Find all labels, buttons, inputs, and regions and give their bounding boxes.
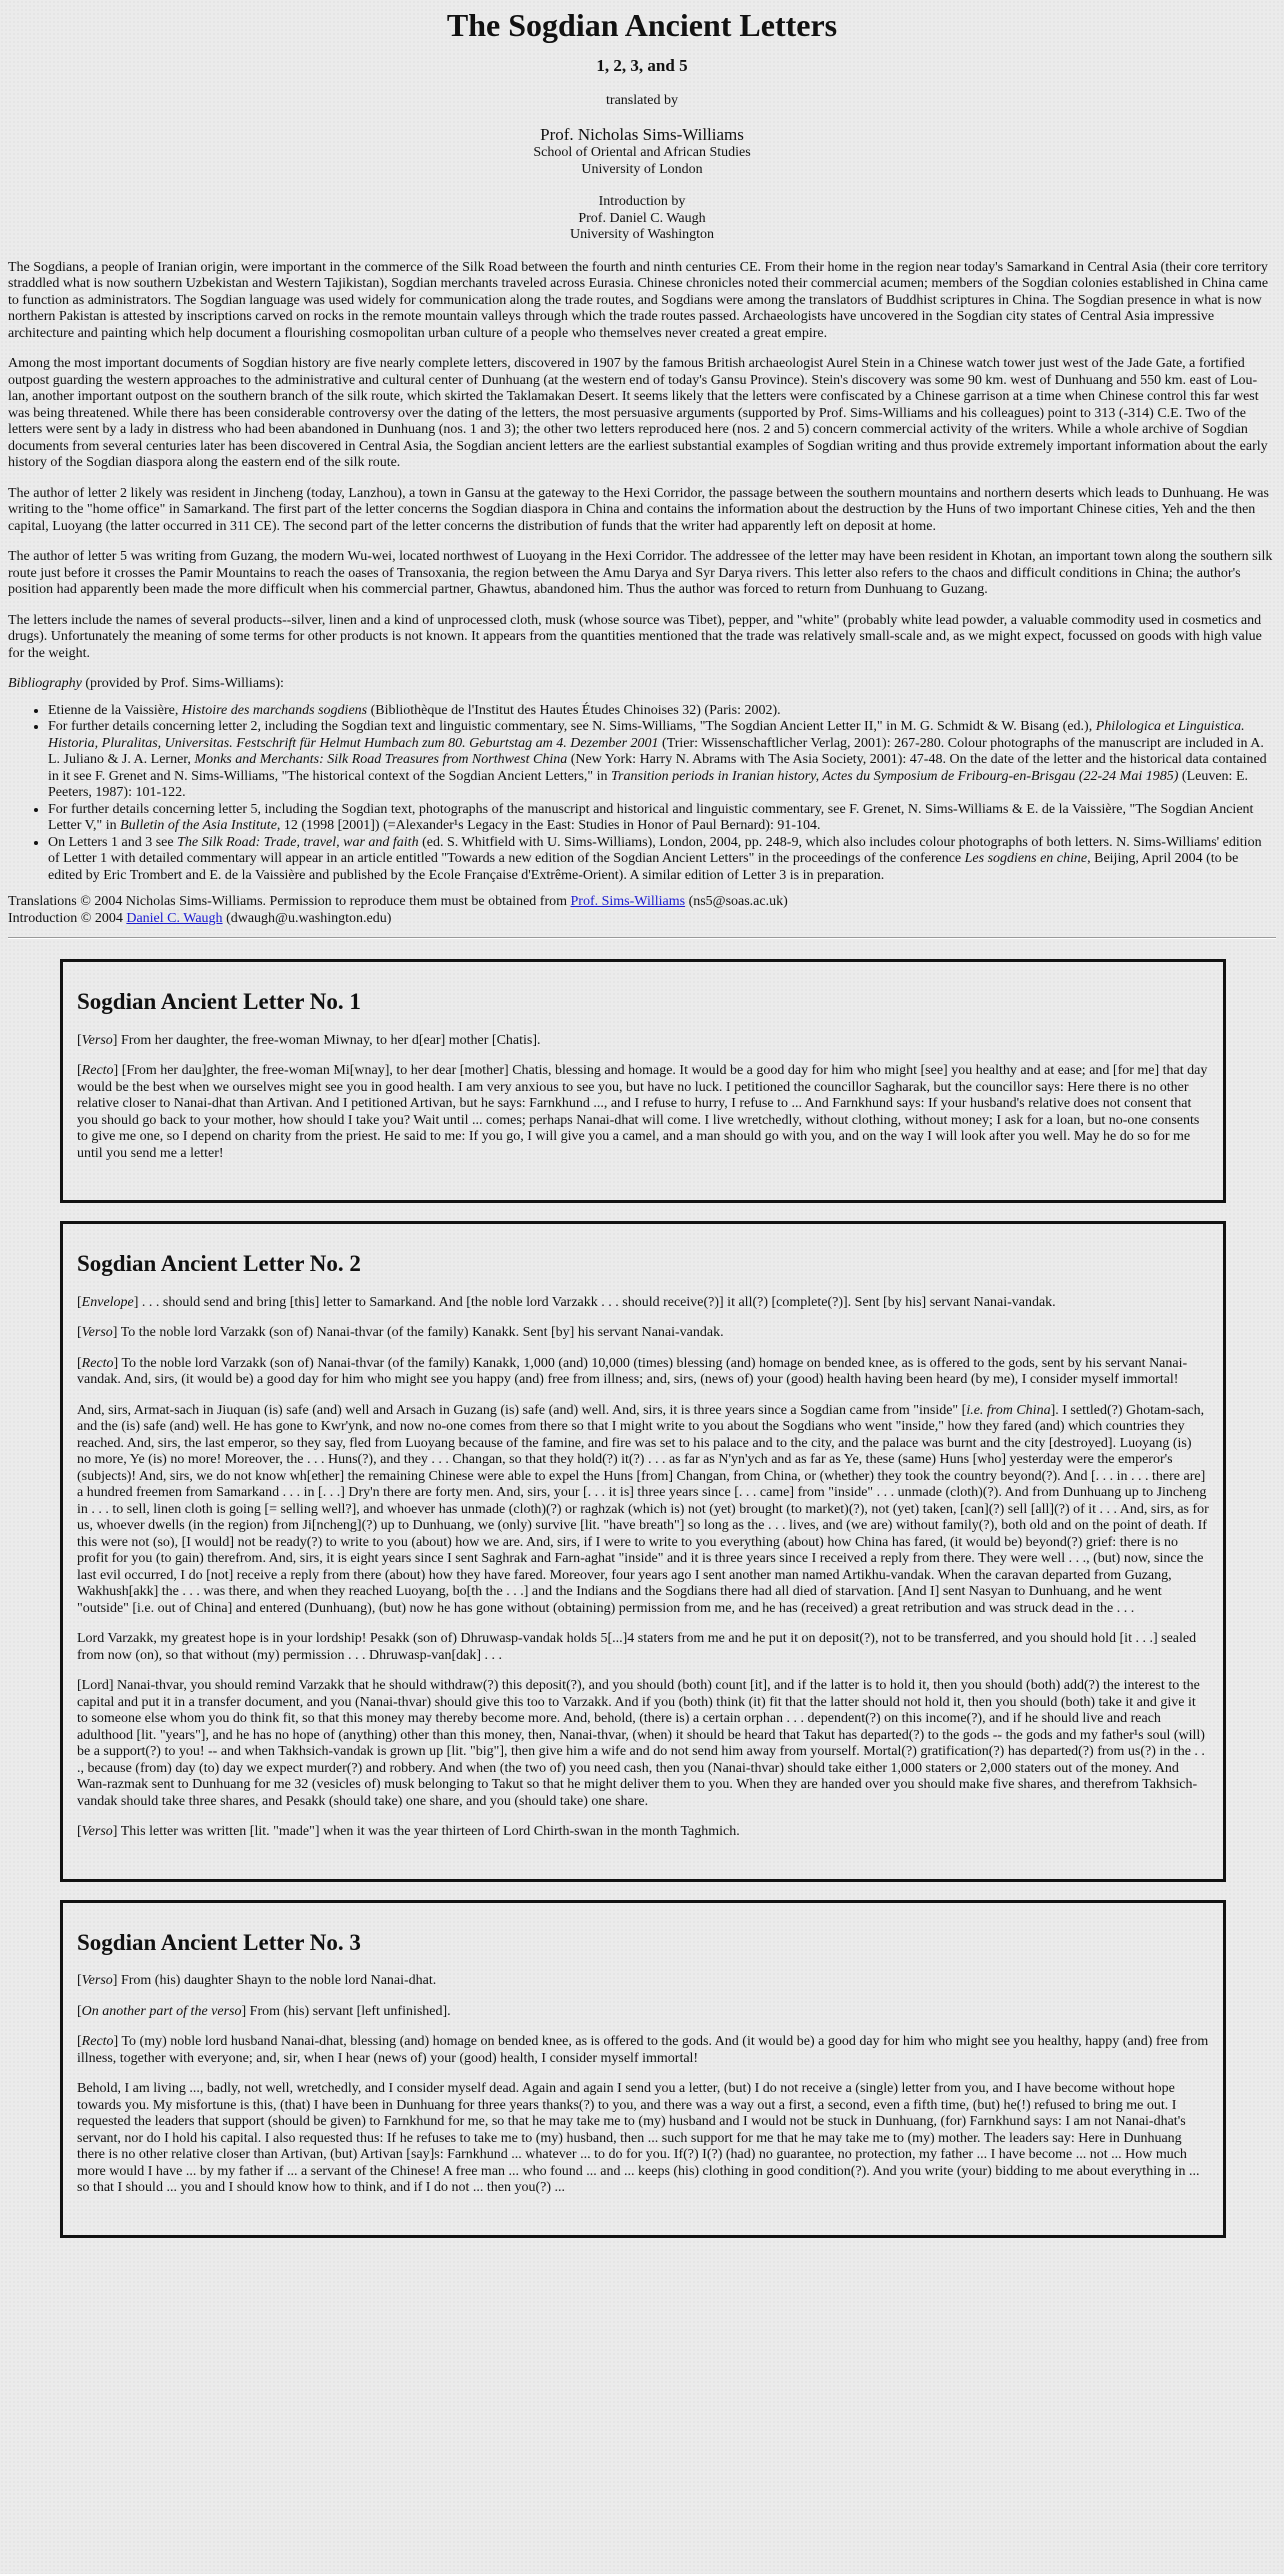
introduction-copyright (8, 911, 1276, 928)
letter-paragraph: Behold, I am living ..., badly, not well, wretchedly, and I consider myself dead. Again and again I send you a letter, (but) I do not receive a (single) letter from you, and I have become without hope towards you. My misfortune is this, (that) I have been in Dunhuang for three years thanks(?) to you, and there was a way out a first, a second, even a fifth time, (but) he(!) refused to bring me out. I requested the leaders that support (should be given) to Farnkhund for me, so that he may take me to (my) husband and I would not be stuck in Dunhuang, (for) Farnkhund says: I am not Nanai-dhat's servant, nor do I hold his capital. I also requested thus: If he refuses to take me to (my) husband, then ... such support for me that he may take me to (my) mother. The leaders say: Here in Dunhuang there is no other relative closer than Artivan, (but) Artivan [say]s: Farnkhund ... whatever ... to do for you. If(?) I(?) (had) no guarantee, no protection, my father ... I have become ... not ... How much more would I have ... by my father if ... a servant of the Chinese! A free man ... who found ... and ... keeps (his) clothing in good condition(?). And you write (your) bidding to me about everything in ... so that I should ... you and I should know how to think, and if I do not ... then you(?) ... (77, 2081, 1200, 2195)
letter-paragraph: And, sirs, Armat-sach in Jiuquan (is) safe (and) well and Arsach in Guzang (is) safe (and) well. And, sirs, it is three years since a Sogdian came from "inside" [i.e. from China]. I settled(?) Ghotam-sach, and the (is) safe (and) well. He has gone to Kwr'ynk, and now no-one comes from there so that I might write to you about the Sogdians who went "inside," how they fared (and) which countries they reached. And, sirs, the last emperor, so they say, fled from Luoyang because of the famine, and fire was set to his palace and to the city, and the palace was burnt and the city [destroyed]. Luoyang (is) no more, Ye (is) no more! Moreover, the . . . Huns(?), and they . . . Changan, so that they hold(?) it(?) . . . as far as N'yn'ych and as far as Ye, these (same) Huns [who] yesterday were the emperor's (subjects)! And, sirs, we do not know wh[ether] the remaining Chinese were able to expel the Huns [from] Changan, from China, or (whether) they took the country beyond(?). And [. . . in . . . there are] a hundred freemen from Samarkand . . . in [. . .] Dry'n there are forty men. And, sirs, your [. . . it is] three years since [. . . came] from "inside" . . . unmade (cloth)(?). And from Dunhuang up to Jincheng in . . . to sell, linen cloth is going [= selling well?], and whoever has unmade (cloth)(?) or raghzak (which is) not (yet) brought (to market)(?), not (yet) taken, [can](?) sell [all](?) of it . . . And, sirs, as for us, whoever dwells (in the region) from Ji[ncheng](?) up to Dunhuang, we (only) survive [lit. "have breath"] so long as the . . . lives, and (we are) without family(?), both old and on the point of death. If this were not (so), [I would] not be ready(?) to write to you (about) how we are. And, sirs, if I were to write to you everything (about) how China has fared, (it would be) beyond(?) grief: there is no profit for you (to gain) therefrom. And, sirs, it is eight years since I sent Saghrak and Farn-aghat "inside" and it is three years since I received a reply from there. They were well . . ., (but) now, since the last evil occurred, I do [not] receive a reply from there (about) how they have fared. Moreover, four years ago I sent another man named Artikhu-vandak. When the caravan departed from Guzang, Wakhush[akk] the . . . was there, and when they reached Luoyang, bo[th the . . .] and the Indians and the Sogdians there had all died of starvation. [And I] sent Nasyan to Dunhuang, and he went "outside" [i.e. out of China] and entered (Dunhuang), (but) now he has gone without (obtaining) permission from me, and he has (received) a great retribution and was struck dead in the . . . (77, 1402, 1209, 1616)
bib-text: , Beijing, April 2004 (to be edited by Eric Trombert and E. de la Vaissière and published by the Ecole Française d'Extrême-Orient). A similar edition of Letter 3 is in preparation. (48, 851, 1239, 883)
introduction-label: Introduction by (598, 194, 686, 209)
bib-title: Les sogdiens en chine (964, 851, 1088, 866)
introduction-author: Prof. Daniel C. Waugh (578, 210, 706, 226)
bib-text: (ed. S. Whitfield with U. Sims-Williams), London, 2004, pp. 248-9, which also includes colour photographs of both letters. N. Sims-Williams' edition of Letter 1 with detailed commentary will appear in an article entitled "Towards a new edition of the Sogdian Ancient Letters" in the proceedings of the conference (48, 834, 1262, 866)
letter-1 (60, 959, 1226, 1203)
letter-paragraph: [Verso] From (his) daughter Shayn to the noble lord Nanai-dhat. (77, 1973, 437, 1988)
bibliography-label: Bibliography (8, 676, 82, 691)
bibliography-item (48, 719, 1276, 802)
letter-paragraph: [Verso] To the noble lord Varzakk (son of) Nanai-thvar (of the family) Kanakk. Sent [by] his servant Nanai-vandak. (77, 1325, 724, 1340)
bib-text: On Letters 1 and 3 see (48, 834, 178, 850)
copyright-text: Translations © 2004 Nicholas Sims-Williams. Permission to reproduce them must be obtained from (8, 894, 571, 909)
introduction-text (8, 260, 1276, 663)
bib-title: The Silk Road: Trade, travel, war and faith (177, 834, 419, 850)
bib-text: Etienne de la Vaissière, (48, 702, 182, 718)
bib-text: (New York: Harry N. Abrams with The Asia Society, 2001): 47-48. On the date of the letter and the historical data contained in it see F. Grenet and N. Sims-Williams, "The historical context of the Sogdian Ancient Letters," in (48, 752, 1267, 784)
copyright-text: (dwaugh@u.washington.edu) (222, 910, 392, 926)
translations-copyright (8, 894, 1276, 911)
introduction-university: University of Washington (569, 227, 715, 242)
letter-paragraph: [Verso] From her daughter, the free-woman Miwnay, to her d[ear] mother [Chatis]. (77, 1032, 541, 1048)
bib-title: Transition periods in Iranian history, Actes du Symposium de Fribourg-en-Brisgau (22-24 Mai 1985) (611, 768, 1179, 784)
letter-paragraph: [Envelope] . . . should send and bring [this] letter to Samarkand. And [the noble lord Varzakk . . . should receive(?)] it all(?) [complete(?)]. Sent [by his] servant Nanai-vandak. (77, 1294, 1056, 1310)
letter-3 (60, 1900, 1226, 2238)
page-subtitle: 1, 2, 3, and 5 (596, 56, 688, 75)
letter-title: Sogdian Ancient Letter No. 2 (77, 1251, 361, 1276)
bibliography-list (8, 703, 1276, 885)
bib-title: Monks and Merchants: Silk Road Treasures from Northwest China (194, 752, 568, 767)
translator-name: Prof. Nicholas Sims-Williams (540, 125, 744, 144)
divider (8, 937, 1276, 939)
intro-paragraph: The Sogdians, a people of Iranian origin, were important in the commerce of the Silk Road between the fourth and ninth centuries CE. From their home in the region near today's Samarkand in Central Asia (their core territory straddled what is now southern Uzbekistan and Western Tajikistan), Sogdian merchants traveled across Eurasia. Chinese chronicles noted their commercial acumen; members of the Sogdian colonies established in China came to function as administrators. The Sogdian language was used widely for communication along the trade routes, and Sogdians were among the translators of Buddhist scriptures in China. The Sogdian presence in what is now northern Pakistan is attested by inscriptions carved on rocks in the remote mountain valleys through which the trade routes passed. Archaeologists have uncovered in the Sogdian city states of Central Asia impressive architecture and painting which help document a flourishing cosmopolitan urban culture of a people who themselves never created a great empire. (8, 259, 1269, 341)
letter-paragraph: [Recto] [From her dau]ghter, the free-woman Mi[wnay], to her dear [mother] Chatis, blessing and homage. It would be a good day for him who might [see] you healthy and at ease; and [for me] that day would be the best when we ourselves might see you in good health. I am very anxious to see you, but have no luck. I petitioned the councillor Sagharak, but the councillor says: Here there is no other relative closer to Nanai-dhat than Artivan. And I petitioned Artivan, but he says: Farnkhund ..., and I refuse to hurry, I refuse to ... And Farnkhund says: If your husband's relative does not consent that you should go back to your mother, how should I take you? Wait until ... comes; perhaps Nanai-dhat will come. I live wretchedly, without clothing, without money; I ask for a loan, but no-one consents to give me one, so I depend on charity from the priest. He said to me: If you go, I will give you a camel, and a man should go with you, and on the way I will look after you well. May he do so for me until you send me a letter! (77, 1063, 1208, 1161)
letter-2 (60, 1221, 1226, 1882)
waugh-link[interactable]: Daniel C. Waugh (126, 910, 223, 926)
bibliography-item (48, 835, 1276, 885)
intro-paragraph: The letters include the names of several products--silver, linen and a kind of unprocessed cloth, musk (whose source was Tibet), pepper, and "white" (probably white lead powder, a valuable commodity used in cosmetics and drugs). Unfortunately the meaning of some terms for other products is not known. It appears from the quantities mentioned that the trade was relatively small-scale and, as we might expect, focussed on goods with high value for the weight. (8, 612, 1262, 661)
letter-paragraph: [Recto] To (my) noble lord husband Nanai-dhat, blessing (and) homage on bended knee, as is offered to the gods. And (it would be) a good day for him who might see you healthy, happy (and) free from illness, together with everyone; and, sir, when I hear (news of) your (good) health, I consider myself immortal! (77, 2034, 1209, 2066)
sims-williams-link[interactable]: Prof. Sims-Williams (570, 894, 686, 909)
letter-paragraph: [Verso] This letter was written [lit. "made"] when it was the year thirteen of Lord Chirth-swan in the month Taghmich. (77, 1824, 740, 1839)
bib-text: (Leuven: E. Peeters, 1987): 101-122. (48, 768, 1248, 800)
letter-paragraph: Lord Varzakk, my greatest hope is in your lordship! Pesakk (son of) Dhruwasp-vandak holds 5[...]4 staters from me and he put it on deposit(?), not to be transferred, and you should hold [it . . .] sealed from now (on), so that without (my) permission . . . Dhruwasp-van[dak] . . . (77, 1631, 1197, 1663)
bibliography-item (48, 703, 1276, 720)
bibliography-heading (8, 676, 1276, 693)
bib-text: For further details concerning letter 5, including the Sogdian text, photographs of the manuscript and historical and linguistic commentary, see F. Grenet, N. Sims-Williams & E. de la Vaissière, "The Sogdian Ancient Letter V," in (48, 801, 1254, 833)
copyright-text: (ns5@soas.ac.uk) (685, 894, 788, 909)
page-title: The Sogdian Ancient Letters (446, 7, 838, 43)
bibliography-item (48, 802, 1276, 835)
introduction-credit (8, 194, 1276, 244)
copyright-text: Introduction © 2004 (8, 910, 127, 926)
bib-title: Histoire des marchands sogdiens (181, 702, 368, 718)
letter-paragraph: [Lord] Nanai-thvar, you should remind Varzakk that he should withdraw(?) this deposit(?), and you should (both) count [it], and if the latter is to hold it, then you should (both) add(?) the interest to the capital and put it in a transfer document, and you (Nanai-thvar) should give this too to Varzakk. And if you (both) think (it) fit that the latter should not hold it, then you should (both) take it and give it to someone else whom you do think fit, so that this money may thereby become more. And, behold, (there is) a certain orphan . . . dependent(?) on this income(?), and if he should live and reach adulthood [lit. "years"], and he has no hope of (anything) other than this money, then, Nanai-thvar, (when) it should be heard that Takut has departed(?) to the gods -- the gods and my father¹s soul (will) be a support(?) to you! -- and when Takhsich-vandak is grown up [lit. "big"], then give him a wife and do not send him away from yourself. Mortal(?) gratification(?) has departed(?) from us(?) in the . . ., because (from) day (to) day we expect murder(?) and robbery. And when (the two of) you need cash, then you (Nanai-thvar) should take either 1,000 staters or 2,000 staters out of the money. And Wan-razmak sent to Dunhuang for me 32 (vesicles of) musk belonging to Takut so that he might deliver them to you. When they are handed over you should make five shares, and therefrom Takhsich-vandak should take three shares, and Pesakk (should take) one share, and you (should take) one share. (77, 1678, 1205, 1809)
letter-title: Sogdian Ancient Letter No. 3 (77, 1929, 361, 1955)
bibliography-provided-by: (provided by Prof. Sims-Williams): (81, 676, 284, 691)
bib-text: (Bibliothèque de l'Institut des Hautes Études Chinoises 32) (Paris: 2002). (367, 702, 781, 718)
letter-paragraph: [On another part of the verso] From (his) servant [left unfinished]. (77, 2003, 451, 2019)
bib-title: Philologica et Linguistica. Historia, Pluralitas, Universitas. Festschrift für Helmut Humbach zum 80. Geburtstag am 4. Dezember 2001 (48, 719, 1245, 751)
translator-university: University of London (581, 161, 703, 177)
intro-paragraph: The author of letter 5 was writing from Guzang, the modern Wu-wei, located northwest of Luoyang in the Hexi Corridor. The addressee of the letter may have been resident in Khotan, an important town along the southern silk route just before it crosses the Pamir Mountains to reach the oases of Transoxania, the region between the Amu Darya and Syr Darya rivers. This letter also refers to the chaos and difficult conditions in China; the author's position had apparently been made the more difficult when his commercial partner, Ghawtus, abandoned him. Thus the author was forced to return from Dunhuang to Guzang. (8, 549, 1273, 597)
bib-text: For further details concerning letter 2, including the Sogdian text and linguistic commentary, see N. Sims-Williams, "The Sogdian Ancient Letter II," in M. G. Schmidt & W. Bisang (ed.), (48, 719, 1096, 734)
translated-by-label: translated by (606, 92, 678, 108)
bib-title: Bulletin of the Asia Institute (120, 818, 277, 833)
intro-paragraph: The author of letter 2 likely was resident in Jincheng (today, Lanzhou), a town in Gansu at the gateway to the Hexi Corridor, the passage between the southern mountains and northern deserts which leads to Dunhuang. He was writing to the "home office" in Samarkand. The first part of the letter concerns the Sogdian diaspora in China and contains the information about the destruction by the Huns of two important Chinese cities, Yeh and the then capital, Luoyang (the latter occurred in 311 CE). The second part of the letter concerns the distribution of funds that the writer had apparently left on deposit at home. (8, 485, 1269, 534)
intro-paragraph: Among the most important documents of Sogdian history are five nearly complete letters, discovered in 1907 by the famous British archaeologist Aurel Stein in a Chinese watch tower just west of the Jade Gate, a fortified outpost guarding the western approaches to the administrative and cultural center of Dunhuang (at the western end of today's Gansu Province). Stein's discovery was some 90 km. west of Dunhuang and 550 km. east of Lou-lan, another important outpost on the southern branch of the silk route, which skirted the Taklamakan Desert. It seems likely that the letters were confiscated by a Chinese garrison at a time when Chinese control this far west was being threatened. While there has been considerable controversy over the dating of the letters, the most persuasive arguments (supported by Prof. Sims-Williams and his colleagues) point to 313 (-314) C.E. Two of the letters were sent by a lady in distress who had been abandoned in Dunhuang (nos. 1 and 3); the other two letters reproduced here (nos. 2 and 5) concern commercial activity of the writers. While a whole archive of Sogdian documents from several centuries later has been discovered in Central Asia, the Sogdian ancient letters are the earliest substantial examples of Sogdian writing and thus provide extremely important information about the early history of the Sogdian diaspora along the eastern end of the silk route. (8, 356, 1268, 470)
translator-dept: School of Oriental and African Studies (533, 145, 751, 160)
copyright-notice (8, 894, 1276, 927)
translator-credit (8, 93, 1276, 179)
page (0, 6, 1284, 2238)
bib-text: (Trier: Wissenschaftlicher Verlag, 2001): 267-280. Colour photographs of the manuscript are included in A. L. Juliano & J. A. Lerner, (48, 735, 1264, 767)
letter-paragraph: [Recto] To the noble lord Varzakk (son of) Nanai-thvar (of the family) Kanakk, 1,000 (and) 10,000 (times) blessing (and) homage on bended knee, as is offered to the gods, sent by his servant Nanai-vandak. And, sirs, (it would be) a good day for him who might see you happy (and) free from illness; and, sirs, (news of) your (good) health having been heard (by me), I consider myself immortal! (77, 1355, 1188, 1387)
letter-title: Sogdian Ancient Letter No. 1 (77, 989, 361, 1014)
bib-text: , 12 (1998 [2001]) (=Alexander¹s Legacy in the East: Studies in Honor of Paul Bernard): 91-104. (276, 818, 821, 833)
